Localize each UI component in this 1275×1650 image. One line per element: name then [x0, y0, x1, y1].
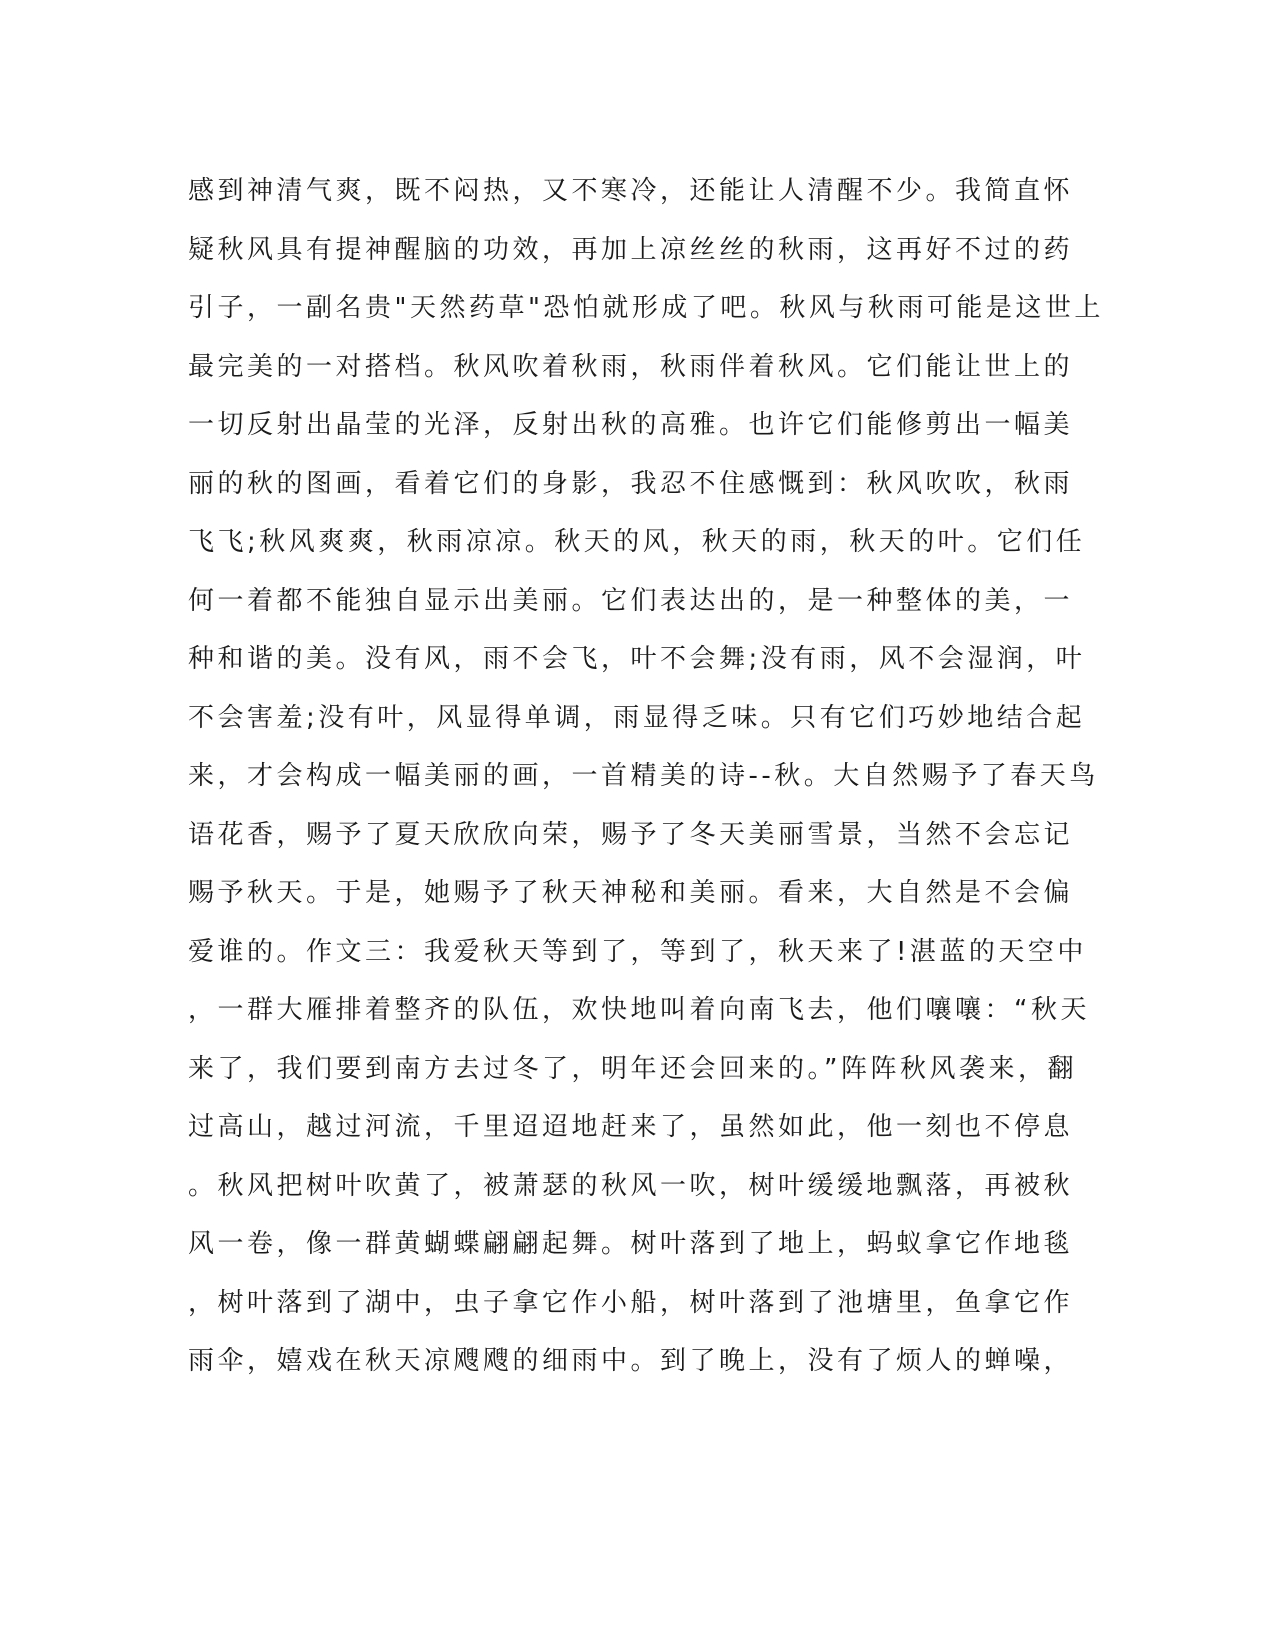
- text-line: 感到神清气爽，既不闷热，又不寒冷，还能让人清醒不少。我简直怀: [188, 176, 1074, 206]
- text-line: 丽的秋的图画，看着它们的身影，我忍不住感慨到：秋风吹吹，秋雨: [188, 468, 1074, 499]
- text-line: 一切反射出晶莹的光泽，反射出秋的高雅。也许它们能修剪出一幅美: [188, 410, 1074, 440]
- text-line: 不会害羞;没有叶，风显得单调，雨显得乏味。只有它们巧妙地结合起: [188, 702, 1086, 733]
- body-text: [188, 162, 1104, 1391]
- text-line: 何一着都不能独自显示出美丽。它们表达出的，是一种整体的美，一: [188, 585, 1074, 616]
- text-line: 来，才会构成一幅美丽的画，一首精美的诗--秋。大自然赐予了春天鸟: [188, 761, 1099, 791]
- text-line: ，树叶落到了湖中，虫子拿它作小船，树叶落到了池塘里，鱼拿它作: [188, 1287, 1074, 1318]
- text-line: 赐予秋天。于是，她赐予了秋天神秘和美丽。看来，大自然是不会偏: [188, 878, 1074, 908]
- text-line: 雨伞，嬉戏在秋天凉飕飕的细雨中。到了晚上，没有了烦人的蝉噪，: [188, 1346, 1074, 1376]
- text-line: 过高山，越过河流，千里迢迢地赶来了，虽然如此，他一刻也不停息: [188, 1112, 1074, 1142]
- text-line: 飞飞;秋风爽爽，秋雨凉凉。秋天的风，秋天的雨，秋天的叶。它们任: [188, 527, 1086, 557]
- text-line: 引子，一副名贵"天然药草"恐怕就形成了吧。秋风与秋雨可能是这世上: [188, 293, 1104, 323]
- text-line: 种和谐的美。没有风，雨不会飞，叶不会舞;没有雨，风不会湿润，叶: [188, 644, 1086, 674]
- text-line: 风一卷，像一群黄蝴蝶翩翩起舞。树叶落到了地上，蚂蚁拿它作地毯: [188, 1229, 1074, 1259]
- text-line: 。秋风把树叶吹黄了，被萧瑟的秋风一吹，树叶缓缓地飘落，再被秋: [188, 1170, 1074, 1201]
- text-line: 最完美的一对搭档。秋风吹着秋雨，秋雨伴着秋风。它们能让世上的: [188, 351, 1074, 382]
- text-line: 疑秋风具有提神醒脑的功效，再加上凉丝丝的秋雨，这再好不过的药: [188, 234, 1074, 265]
- text-line: 来了，我们要到南方去过冬了，明年还会回来的。”阵阵秋风袭来，翻: [188, 1053, 1077, 1084]
- text-line: 语花香，赐予了夏天欣欣向荣，赐予了冬天美丽雪景，当然不会忘记: [188, 819, 1074, 850]
- text-line: 爱谁的。作文三：我爱秋天等到了，等到了，秋天来了!湛蓝的天空中: [188, 936, 1087, 967]
- text-line: ，一群大雁排着整齐的队伍，欢快地叫着向南飞去，他们嚷嚷：“秋天: [188, 995, 1090, 1025]
